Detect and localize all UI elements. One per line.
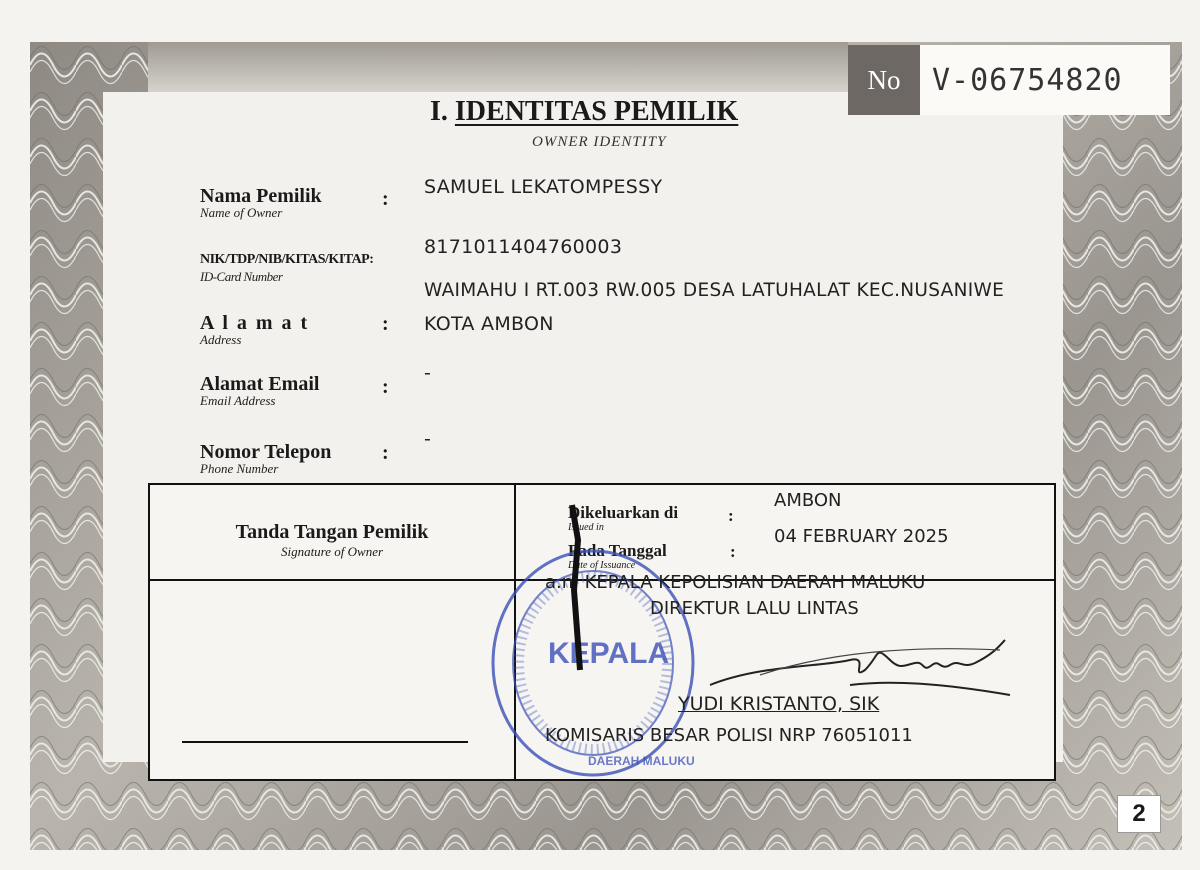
section-title (430, 96, 738, 128)
colon: : (382, 313, 389, 335)
certificate-number-label: No (848, 45, 920, 115)
id-card-label-text: NIK/TDP/NIB/KITAS/KITAP: (200, 252, 374, 267)
email-label-en: Email Address (200, 393, 276, 408)
officer-name: YUDI KRISTANTO, SIK (678, 693, 880, 715)
issued-in-label-text: Dikeluarkan di (568, 503, 679, 522)
colon: : (730, 542, 736, 561)
stamp-text: KEPALA (548, 637, 670, 670)
date-label-en: Date of Issuance (568, 560, 636, 571)
issued-in-label-en: Issued in (568, 522, 604, 533)
certificate-number-box (848, 45, 1170, 115)
authority-line1: a.n. KEPALA KEPOLISIAN DAERAH MALUKU (545, 572, 926, 593)
colon: : (382, 376, 389, 398)
section-subtitle: OWNER IDENTITY (532, 134, 667, 150)
certificate-number-value: V-06754820 (920, 45, 1170, 115)
owner-name-label-en: Name of Owner (200, 205, 283, 220)
page-number: 2 (1117, 795, 1161, 833)
owner-name-label-text: Nama Pemilik (200, 185, 322, 207)
email-label-text: Alamat Email (200, 373, 320, 395)
phone-label (200, 442, 331, 475)
phone-label-text: Nomor Telepon (200, 441, 332, 463)
stamp-ring-text: DAERAH MALUKU (588, 754, 695, 768)
id-card-label-en: ID-Card Number (200, 269, 283, 284)
email-value: - (424, 362, 432, 384)
address-value-line1: WAIMAHU I RT.003 RW.005 DESA LATUHALAT KEC.NUSANIWE (424, 280, 1005, 301)
owner-name-label (200, 186, 322, 219)
section-number: I. (430, 96, 448, 127)
issued-in-value: AMBON (774, 490, 842, 511)
date-label-text: Pada Tanggal (568, 541, 667, 560)
owner-name-value: SAMUEL LEKATOMPESSY (424, 176, 663, 198)
officer-rank: KOMISARIS BESAR POLISI NRP 76051011 (545, 725, 913, 746)
colon: : (728, 506, 734, 525)
colon: : (382, 188, 389, 210)
section-title-text: IDENTITAS PEMILIK (454, 96, 739, 127)
pen-mark (562, 500, 592, 680)
address-value-line2: KOTA AMBON (424, 313, 554, 335)
phone-value: - (424, 428, 432, 450)
address-label-text: A l a m a t (200, 312, 310, 334)
date-value: 04 FEBRUARY 2025 (774, 526, 949, 547)
address-label (200, 313, 309, 346)
id-card-value: 8171011404760003 (424, 236, 623, 258)
owner-signature-label-text: Tanda Tangan Pemilik (235, 521, 429, 543)
email-label (200, 374, 319, 407)
phone-label-en: Phone Number (200, 461, 279, 476)
id-card-label (200, 250, 373, 283)
colon: : (382, 442, 389, 464)
owner-signature-label-en: Signature of Owner (280, 544, 384, 559)
authority-line2: DIREKTUR LALU LINTAS (650, 598, 859, 619)
owner-signature-line (182, 741, 468, 743)
address-label-en: Address (200, 332, 242, 347)
owner-signature-label (150, 521, 514, 560)
top-band (148, 42, 848, 92)
